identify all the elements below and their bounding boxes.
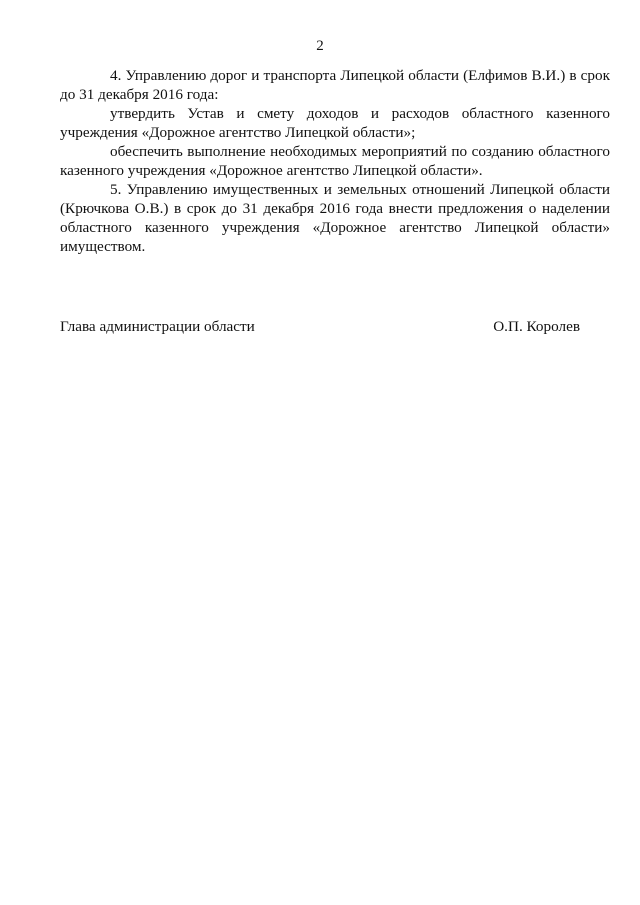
document-body [60,66,610,256]
paragraph-approve-charter: утвердить Устав и смету доходов и расходов областного казенного учреждения «Дорожное агентство Липецкой области»; [60,105,610,141]
page-number: 2 [316,38,324,54]
paragraph-item-4: 4. Управлению дорог и транспорта Липецкой области (Елфимов В.И.) в срок до 31 декабря 2016 года: [60,67,610,103]
signatory-name: О.П. Королев [493,318,580,335]
paragraph-item-5: 5. Управлению имущественных и земельных отношений Липецкой области (Крючкова О.В.) в срок до 31 декабря 2016 года внести предложения о наделении областного казенного учреждения «Дорожное агентство Липецкой области» имуществом. [60,181,610,255]
signatory-position: Глава администрации области [60,318,255,335]
paragraph-ensure-measures: обеспечить выполнение необходимых мероприятий по созданию областного казенного учреждения «Дорожное агентство Липецкой области». [60,143,610,179]
signature-block [60,317,580,336]
